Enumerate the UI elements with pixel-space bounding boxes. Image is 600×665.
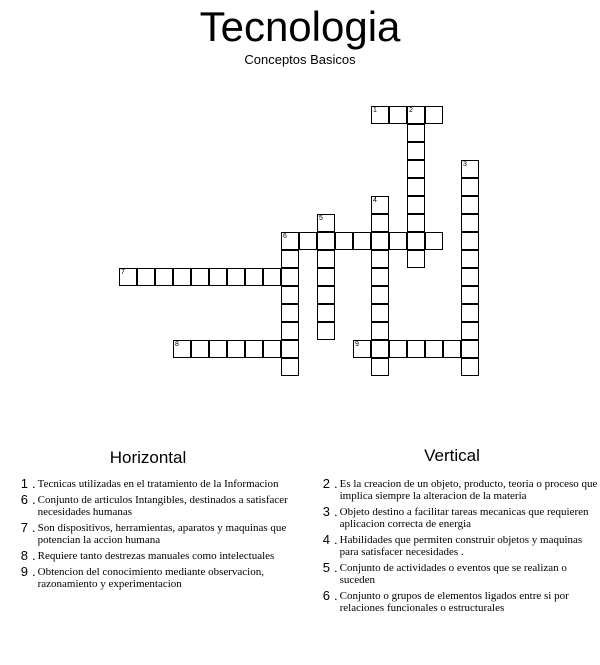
clue-text: Conjunto de actividades o eventos que se realizan o suceden (339, 562, 567, 586)
grid-cell[interactable] (371, 106, 389, 124)
grid-cell[interactable] (353, 340, 371, 358)
clue-number: 5 (322, 560, 330, 575)
grid-cell[interactable] (371, 304, 389, 322)
grid-cell[interactable] (371, 214, 389, 232)
grid-cell[interactable] (407, 196, 425, 214)
grid-cell[interactable] (227, 340, 245, 358)
grid-cell[interactable] (407, 160, 425, 178)
grid-cell[interactable] (263, 268, 281, 286)
grid-cell[interactable] (353, 232, 371, 250)
clue-number: 6 (322, 588, 330, 603)
grid-cell[interactable] (407, 250, 425, 268)
grid-cell[interactable] (371, 340, 389, 358)
clue-item (316, 506, 600, 530)
grid-cell[interactable] (317, 304, 335, 322)
grid-cell[interactable] (461, 178, 479, 196)
clue-item (14, 478, 304, 490)
clue-text: Obtencion del conocimiento mediante observacion, razonamiento y experimentacion (37, 566, 264, 590)
clue-dot: . (334, 560, 338, 575)
grid-cell[interactable] (461, 358, 479, 376)
grid-cell[interactable] (173, 268, 191, 286)
clue-text: Requiere tanto destrezas manuales como intelectuales (37, 550, 275, 562)
grid-cell[interactable] (209, 268, 227, 286)
grid-cell[interactable] (191, 268, 209, 286)
clue-number: 7 (20, 520, 28, 535)
grid-cell[interactable] (371, 322, 389, 340)
clue-item (14, 566, 304, 590)
puzzle-subtitle: Conceptos Basicos (244, 52, 356, 67)
grid-cell[interactable] (281, 322, 299, 340)
grid-cell[interactable] (281, 340, 299, 358)
vertical-clue-list (316, 478, 600, 618)
grid-cell[interactable] (281, 268, 299, 286)
vertical-heading: Vertical (424, 446, 480, 465)
grid-cell[interactable] (461, 232, 479, 250)
horizontal-clue-list (14, 478, 304, 594)
grid-cell[interactable] (281, 250, 299, 268)
clue-number: 8 (20, 548, 28, 563)
clue-item (316, 562, 600, 586)
clue-dot: . (32, 476, 36, 491)
grid-cell[interactable] (425, 340, 443, 358)
grid-cell[interactable] (461, 322, 479, 340)
clue-dot: . (334, 504, 338, 519)
grid-cell[interactable] (371, 250, 389, 268)
grid-cell[interactable] (137, 268, 155, 286)
cell-number: 2 (409, 107, 413, 114)
clue-dot: . (32, 564, 36, 579)
grid-cell[interactable] (119, 268, 137, 286)
cell-number: 6 (283, 233, 287, 240)
clue-text: Tecnicas utilizadas en el tratamiento de la Informacion (37, 478, 279, 490)
clue-item (316, 478, 600, 502)
clue-text: Conjunto o grupos de elementos ligados entre si por relaciones funcionales o estructurales (339, 590, 569, 614)
grid-cell[interactable] (281, 232, 299, 250)
grid-cell[interactable] (281, 286, 299, 304)
grid-cell[interactable] (317, 250, 335, 268)
grid-cell[interactable] (317, 286, 335, 304)
grid-cell[interactable] (281, 358, 299, 376)
clue-number: 6 (20, 492, 28, 507)
grid-cell[interactable] (317, 322, 335, 340)
grid-cell[interactable] (191, 340, 209, 358)
puzzle-title: Tecnologia (199, 3, 401, 50)
clue-text: Son dispositivos, herramientas, aparatos y maquinas que potencian la accion humana (37, 522, 287, 546)
clue-item (316, 534, 600, 558)
grid-cell[interactable] (461, 286, 479, 304)
grid-cell[interactable] (407, 142, 425, 160)
clue-dot: . (334, 476, 338, 491)
grid-cell[interactable] (335, 232, 353, 250)
grid-cell[interactable] (245, 268, 263, 286)
cell-number: 8 (175, 341, 179, 348)
clue-number: 4 (322, 532, 330, 547)
grid-cell[interactable] (389, 232, 407, 250)
clue-dot: . (32, 520, 36, 535)
grid-cell[interactable] (425, 232, 443, 250)
grid-cell[interactable] (443, 340, 461, 358)
cell-number: 5 (319, 215, 323, 222)
grid-cell[interactable] (245, 340, 263, 358)
grid-cell[interactable] (371, 196, 389, 214)
grid-cell[interactable] (389, 106, 407, 124)
grid-cell[interactable] (425, 106, 443, 124)
grid-cell[interactable] (317, 268, 335, 286)
clue-number: 3 (322, 504, 330, 519)
clue-dot: . (334, 588, 338, 603)
grid-cell[interactable] (407, 232, 425, 250)
cell-number: 4 (373, 197, 377, 204)
grid-cell[interactable] (209, 340, 227, 358)
cell-number: 3 (463, 161, 467, 168)
clue-item (316, 590, 600, 614)
clue-number: 9 (20, 564, 28, 579)
grid-cell[interactable] (317, 214, 335, 232)
grid-cell[interactable] (227, 268, 245, 286)
grid-cell[interactable] (461, 340, 479, 358)
clue-number: 1 (20, 476, 28, 491)
clue-item (14, 550, 304, 562)
clue-item (14, 522, 304, 546)
cell-number: 9 (355, 341, 359, 348)
cell-number: 7 (121, 269, 125, 276)
grid-cell[interactable] (173, 340, 191, 358)
clue-text: Conjunto de articulos Intangibles, destinados a satisfacer necesidades humanas (37, 494, 288, 518)
grid-cell[interactable] (407, 124, 425, 142)
grid-cell[interactable] (407, 106, 425, 124)
clue-dot: . (32, 492, 36, 507)
grid-cell[interactable] (371, 286, 389, 304)
grid-cell[interactable] (461, 160, 479, 178)
clue-number: 2 (322, 476, 330, 491)
grid-cell[interactable] (461, 268, 479, 286)
grid-cell[interactable] (155, 268, 173, 286)
grid-cell[interactable] (317, 232, 335, 250)
grid-cell[interactable] (461, 304, 479, 322)
clue-item (14, 494, 304, 518)
clue-text: Es la creacion de un objeto, producto, teoria o proceso que implica siempre la alteracion de la materia (339, 478, 598, 502)
clue-text: Objeto destino a facilitar tareas mecanicas que requieren aplicacion correcta de energia (339, 506, 589, 530)
clue-dot: . (32, 548, 36, 563)
grid-cell[interactable] (407, 178, 425, 196)
clue-text: Habilidades que permiten construir objetos y maquinas para satisfacer necesidades . (339, 534, 583, 558)
grid-cell[interactable] (371, 232, 389, 250)
grid-cell[interactable] (299, 232, 317, 250)
grid-cell[interactable] (371, 358, 389, 376)
cell-number: 1 (373, 107, 377, 114)
grid-cell[interactable] (461, 250, 479, 268)
grid-cell[interactable] (281, 304, 299, 322)
grid-cell[interactable] (371, 268, 389, 286)
clue-dot: . (334, 532, 338, 547)
horizontal-heading: Horizontal (109, 448, 187, 467)
grid-cell[interactable] (407, 340, 425, 358)
grid-cell[interactable] (461, 214, 479, 232)
grid-cell[interactable] (407, 214, 425, 232)
grid-cell[interactable] (389, 340, 407, 358)
grid-cell[interactable] (461, 196, 479, 214)
grid-cell[interactable] (263, 340, 281, 358)
